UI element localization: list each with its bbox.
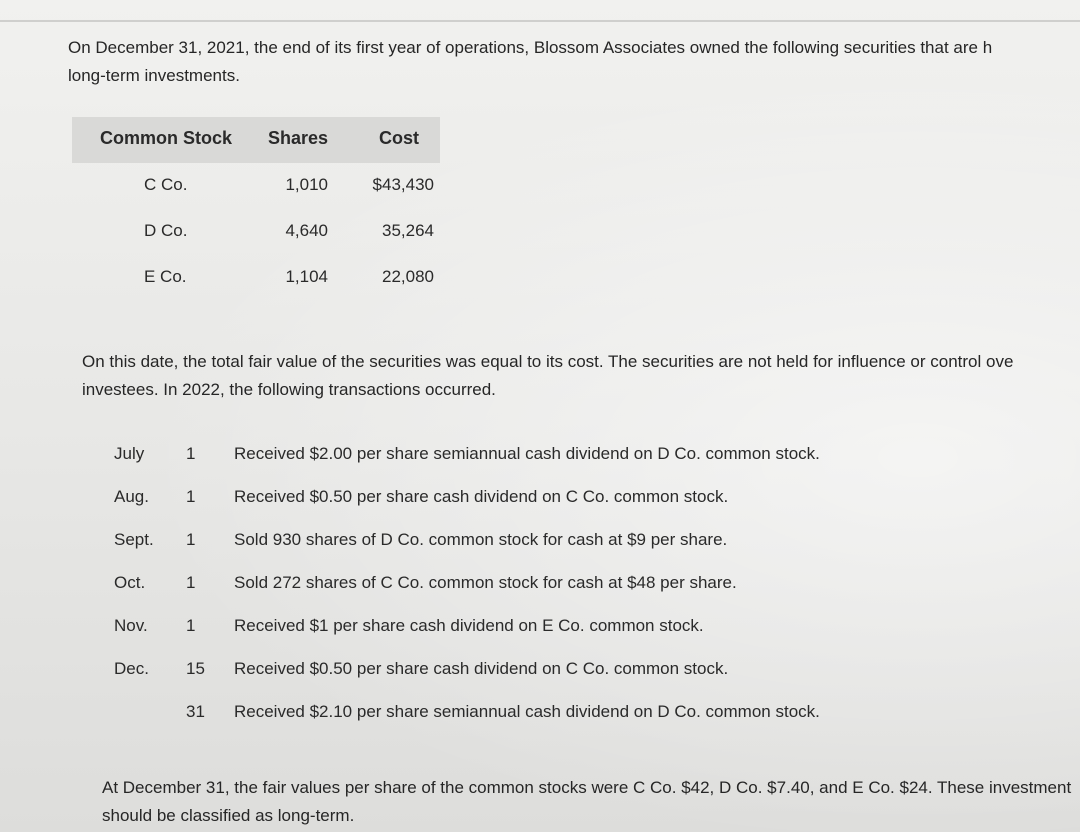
stock-shares: 4,640 — [285, 221, 328, 240]
intro-line-2: long-term investments. — [68, 66, 240, 85]
securities-table-header — [72, 117, 440, 163]
stock-cost: 35,264 — [382, 221, 434, 240]
table-row — [72, 163, 440, 209]
list-item — [110, 649, 910, 692]
stock-cost: 22,080 — [382, 267, 434, 286]
fair-value-line-1: On this date, the total fair value of the securities was equal to its cost. The securities are not held for influence or control ove — [82, 352, 1014, 371]
list-item — [110, 477, 910, 520]
transaction-day: 1 — [186, 487, 196, 506]
transaction-description: Sold 272 shares of C Co. common stock for cash at $48 per share. — [234, 573, 737, 592]
stock-name: C Co. — [144, 175, 188, 194]
header-shares: Shares — [268, 128, 329, 148]
transactions-list — [110, 434, 910, 735]
transaction-month: July — [114, 444, 145, 463]
transaction-description: Received $1 per share cash dividend on E Co. common stock. — [234, 616, 704, 635]
table-row — [72, 209, 440, 255]
transaction-description: Received $0.50 per share cash dividend on C Co. common stock. — [234, 659, 729, 678]
header-common-stock: Common Stock — [100, 128, 233, 148]
transaction-description: Received $2.10 per share semiannual cash dividend on D Co. common stock. — [234, 702, 820, 721]
intro-paragraph — [68, 34, 992, 90]
fair-value-paragraph — [82, 348, 1013, 404]
closing-line-2: should be classified as long-term. — [102, 806, 355, 825]
transaction-month: Sept. — [114, 530, 154, 549]
table-row — [72, 255, 440, 301]
transaction-month: Aug. — [114, 487, 149, 506]
transaction-day: 1 — [186, 616, 196, 635]
transaction-description: Received $0.50 per share cash dividend on C Co. common stock. — [234, 487, 729, 506]
transaction-day: 31 — [186, 702, 205, 721]
stock-shares: 1,104 — [285, 267, 328, 286]
stock-name: E Co. — [144, 267, 187, 286]
transaction-month: Nov. — [114, 616, 148, 635]
stock-shares: 1,010 — [285, 175, 328, 194]
securities-table — [72, 117, 440, 301]
transaction-day: 1 — [186, 573, 196, 592]
transaction-month: Dec. — [114, 659, 149, 678]
transaction-day: 1 — [186, 530, 196, 549]
stock-cost: $43,430 — [372, 175, 434, 194]
intro-line-1: On December 31, 2021, the end of its first year of operations, Blossom Associates owned the following securities that are h — [68, 38, 993, 57]
list-item — [110, 692, 910, 735]
list-item — [110, 434, 910, 477]
transaction-day: 1 — [186, 444, 196, 463]
list-item — [110, 606, 910, 649]
transaction-day: 15 — [186, 659, 205, 678]
top-divider — [0, 20, 1080, 22]
fair-value-line-2: investees. In 2022, the following transactions occurred. — [82, 380, 496, 399]
closing-line-1: At December 31, the fair values per share of the common stocks were C Co. $42, D Co. $7.40, and E Co. $24. These investment — [102, 778, 1072, 797]
stock-name: D Co. — [144, 221, 188, 240]
transaction-description: Received $2.00 per share semiannual cash dividend on D Co. common stock. — [234, 444, 820, 463]
list-item — [110, 563, 910, 606]
transaction-month: Oct. — [114, 573, 146, 592]
list-item — [110, 520, 910, 563]
transaction-description: Sold 930 shares of D Co. common stock for cash at $9 per share. — [234, 530, 728, 549]
header-cost: Cost — [379, 128, 419, 148]
closing-paragraph — [102, 774, 1071, 830]
